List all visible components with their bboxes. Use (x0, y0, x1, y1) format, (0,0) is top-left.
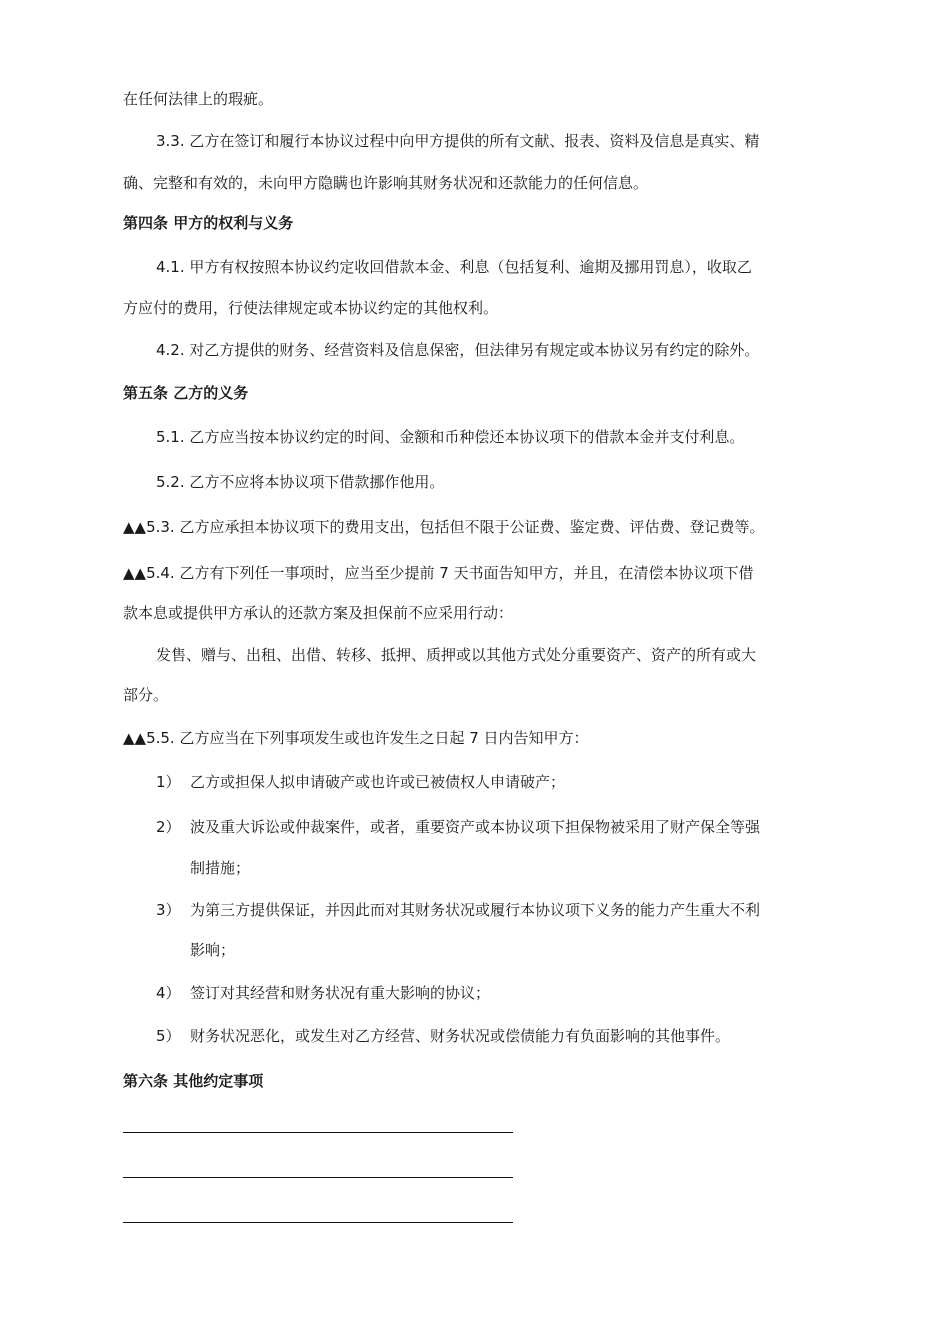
list-item-number: 3） (156, 901, 181, 919)
clause-4-2: 4.2. 对乙方提供的财务、经营资料及信息保密，但法律另有规定或本协议另有约定的除外。 (156, 341, 760, 359)
blank-fill-line (123, 1222, 513, 1223)
section-4-heading: 第四条 甲方的权利与义务 (123, 214, 294, 232)
paragraph-line: 在任何法律上的瑕疵。 (123, 90, 274, 108)
clause-5-5: ▲▲5.5. 乙方应当在下列事项发生或也许发生之日起 7 日内告知甲方： (123, 729, 589, 747)
list-item: 签订对其经营和财务状况有重大影响的协议； (190, 984, 491, 1002)
clause-5-4-detail-cont: 部分。 (123, 686, 169, 704)
list-item-number: 1） (156, 773, 181, 791)
section-5-heading: 第五条 乙方的义务 (123, 384, 249, 402)
clause-5-1: 5.1. 乙方应当按本协议约定的时间、金额和币种偿还本协议项下的借款本金并支付利息。 (156, 428, 745, 446)
clause-3-3: 3.3. 乙方在签订和履行本协议过程中向甲方提供的所有文献、报表、资料及信息是真实、精 (156, 132, 760, 150)
clause-4-1-cont: 方应付的费用，行使法律规定或本协议约定的其他权利。 (123, 299, 499, 317)
clause-4-1: 4.1. 甲方有权按照本协议约定收回借款本金、利息（包括复利、逾期及挪用罚息），收取乙 (156, 258, 752, 276)
list-item: 波及重大诉讼或仲裁案件，或者，重要资产或本协议项下担保物被采用了财产保全等强 (190, 818, 761, 836)
clause-5-3: ▲▲5.3. 乙方应承担本协议项下的费用支出，包括但不限于公证费、鉴定费、评估费、登记费等。 (123, 518, 765, 536)
list-item: 为第三方提供保证，并因此而对其财务状况或履行本协议项下义务的能力产生重大不利 (190, 901, 761, 919)
list-item-cont: 制措施； (190, 859, 251, 877)
blank-fill-line (123, 1177, 513, 1178)
list-item-cont: 影响； (190, 941, 236, 959)
clause-5-4: ▲▲5.4. 乙方有下列任一事项时，应当至少提前 7 天书面告知甲方，并且，在清偿本协议项下借 (123, 564, 754, 582)
list-item-number: 2） (156, 818, 181, 836)
clause-5-4-detail: 发售、赠与、出租、出借、转移、抵押、质押或以其他方式处分重要资产、资产的所有或大 (156, 646, 757, 664)
clause-5-4-cont: 款本息或提供甲方承认的还款方案及担保前不应采用行动： (123, 604, 514, 622)
list-item-number: 4） (156, 984, 181, 1002)
list-item: 财务状况恶化，或发生对乙方经营、财务状况或偿债能力有负面影响的其他事件。 (190, 1027, 731, 1045)
list-item: 乙方或担保人拟申请破产或也许或已被债权人申请破产； (190, 773, 566, 791)
list-item-number: 5） (156, 1027, 181, 1045)
blank-fill-line (123, 1132, 513, 1133)
section-6-heading: 第六条 其他约定事项 (123, 1072, 264, 1090)
clause-5-2: 5.2. 乙方不应将本协议项下借款挪作他用。 (156, 473, 445, 491)
clause-3-3-cont: 确、完整和有效的，未向甲方隐瞒也许影响其财务状况和还款能力的任何信息。 (123, 174, 649, 192)
